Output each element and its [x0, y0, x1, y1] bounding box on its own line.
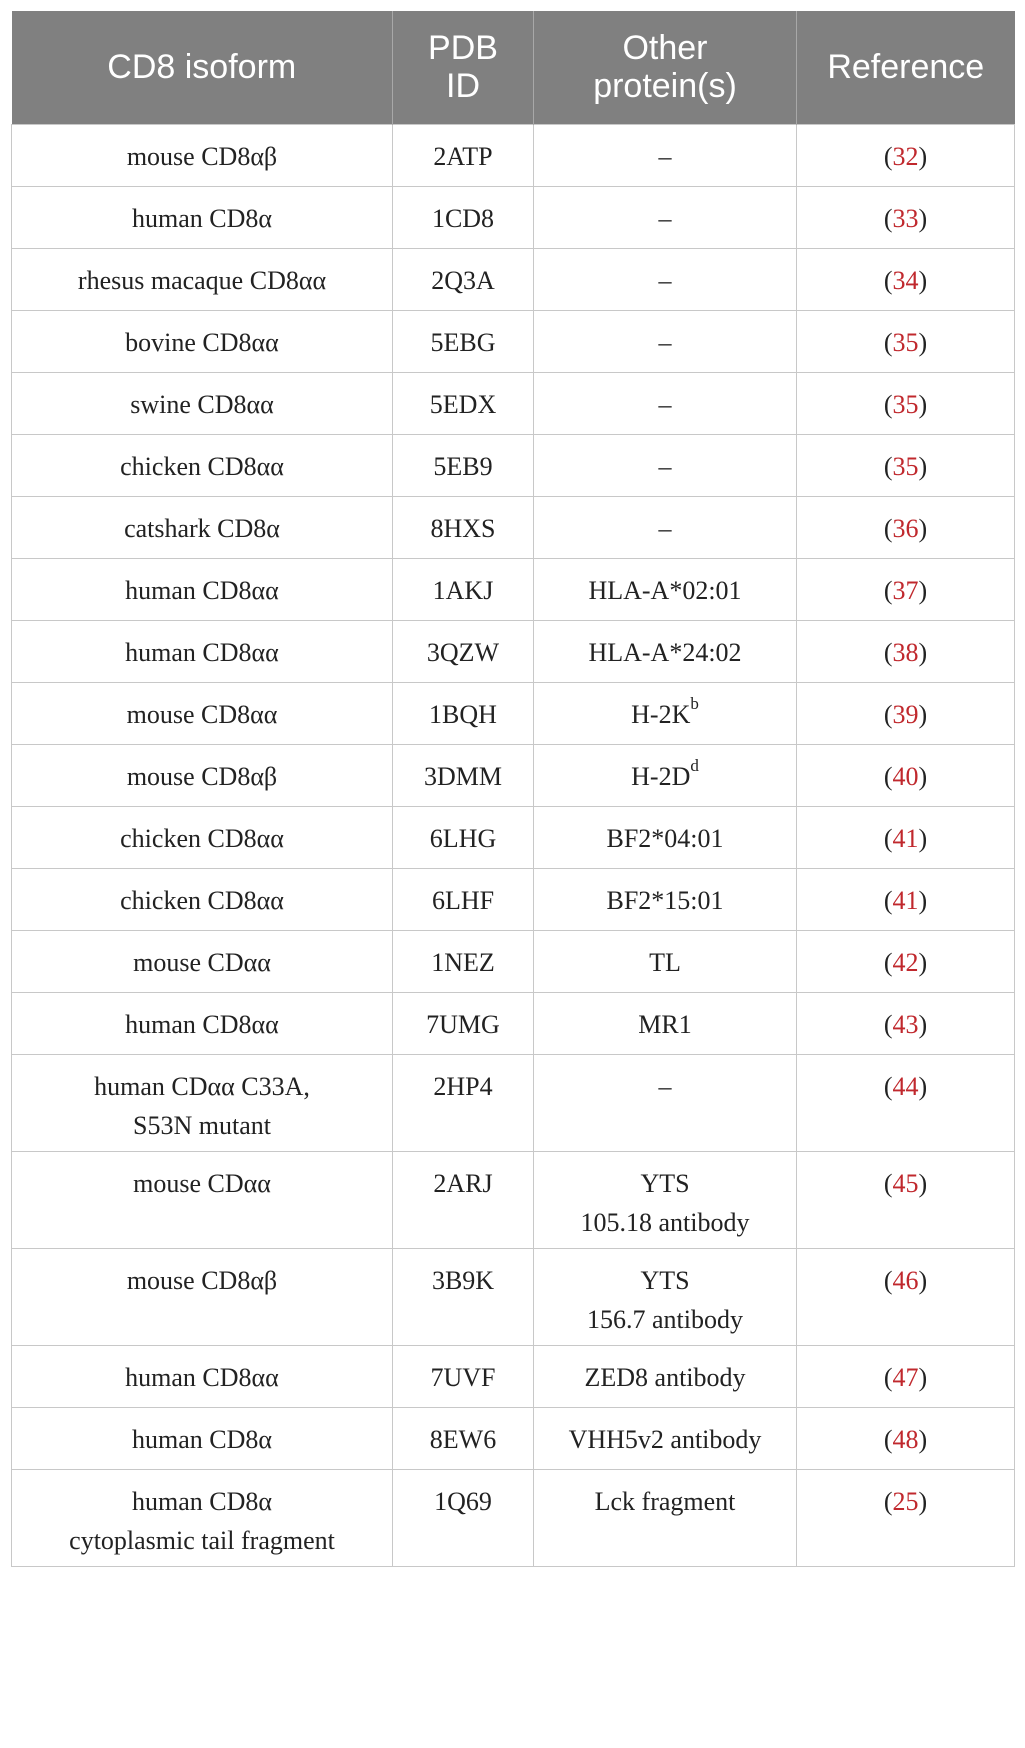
reference-link[interactable]: 33 [892, 203, 919, 233]
other-protein-text: YTS [640, 1265, 690, 1295]
cell-other-proteins [534, 1248, 797, 1345]
cell-other-proteins [534, 248, 797, 310]
pdb-id-text: 5EB9 [433, 451, 493, 481]
table-row [12, 248, 1015, 310]
other-protein-text: HLA-A*02:01 [588, 575, 742, 605]
cell-cd8-isoform [12, 372, 393, 434]
pdb-id-text: 6LHG [429, 823, 497, 853]
cell-pdb-id [393, 558, 534, 620]
table-row [12, 496, 1015, 558]
isoform-text: human CD8α [131, 1424, 272, 1454]
reference-link[interactable]: 35 [892, 389, 919, 419]
pdb-id-text: 1Q69 [434, 1486, 492, 1516]
cell-pdb-id [393, 1469, 534, 1566]
reference-link[interactable]: 41 [892, 823, 919, 853]
other-protein-line [542, 509, 788, 548]
other-protein-text: – [658, 389, 672, 419]
table-row [12, 1151, 1015, 1248]
other-protein-line [542, 199, 788, 238]
table-row [12, 310, 1015, 372]
cell-other-proteins [534, 186, 797, 248]
other-protein-line [542, 943, 788, 982]
reference-link[interactable]: 43 [892, 1009, 919, 1039]
cell-other-proteins [534, 992, 797, 1054]
pdb-id-text: 1BQH [429, 699, 497, 729]
table-row [12, 620, 1015, 682]
cell-other-proteins [534, 310, 797, 372]
reference-link[interactable]: 48 [892, 1424, 919, 1454]
cell-cd8-isoform [12, 496, 393, 558]
other-protein-line [542, 137, 788, 176]
header-label: ID [446, 67, 480, 106]
other-protein-line [542, 1261, 788, 1300]
reference-link[interactable]: 37 [892, 575, 919, 605]
other-protein-line [542, 261, 788, 300]
pdb-id-text: 5EDX [429, 389, 497, 419]
cell-pdb-id [393, 496, 534, 558]
cell-cd8-isoform [12, 992, 393, 1054]
table-row [12, 868, 1015, 930]
table-row [12, 806, 1015, 868]
cell-other-proteins [534, 806, 797, 868]
cell-reference: (38) [797, 620, 1015, 682]
pdb-id-text: 3DMM [423, 761, 502, 791]
isoform-text: chicken CD8αα [120, 451, 284, 481]
other-protein-line [542, 881, 788, 920]
table-row [12, 124, 1015, 186]
cell-pdb-id [393, 868, 534, 930]
pdb-id-text: 7UVF [430, 1362, 496, 1392]
other-protein-line [542, 1067, 788, 1106]
reference-link[interactable]: 46 [892, 1265, 919, 1295]
other-protein-text: BF2*04:01 [606, 823, 724, 853]
cell-reference: (48) [797, 1407, 1015, 1469]
other-protein-line [542, 695, 788, 734]
cell-reference: (25) [797, 1469, 1015, 1566]
reference-link[interactable]: 34 [892, 265, 919, 295]
other-protein-line [542, 385, 788, 424]
table-header [12, 11, 1015, 124]
cell-cd8-isoform [12, 620, 393, 682]
reference-link[interactable]: 36 [892, 513, 919, 543]
other-protein-text: – [658, 265, 672, 295]
cell-other-proteins [534, 868, 797, 930]
cell-pdb-id [393, 372, 534, 434]
reference-link[interactable]: 42 [892, 947, 919, 977]
cell-reference: (46) [797, 1248, 1015, 1345]
header-cd8-isoform [12, 11, 393, 124]
cell-pdb-id [393, 620, 534, 682]
cell-cd8-isoform [12, 558, 393, 620]
other-protein-text: BF2*15:01 [606, 885, 724, 915]
cell-pdb-id [393, 992, 534, 1054]
isoform-text: human CD8αα [125, 1009, 279, 1039]
cell-cd8-isoform [12, 434, 393, 496]
table-row [12, 1407, 1015, 1469]
cell-reference: (47) [797, 1345, 1015, 1407]
cell-pdb-id [393, 186, 534, 248]
header-other-proteins [534, 11, 797, 124]
other-protein-line [542, 1420, 788, 1459]
cell-reference: (41) [797, 868, 1015, 930]
cell-other-proteins [534, 1407, 797, 1469]
header-row [12, 11, 1015, 124]
cell-reference: (35) [797, 372, 1015, 434]
cell-cd8-isoform [12, 1469, 393, 1566]
isoform-text: swine CD8αα [130, 389, 274, 419]
cell-reference: (34) [797, 248, 1015, 310]
other-protein-text: 156.7 antibody [587, 1304, 743, 1334]
reference-link[interactable]: 38 [892, 637, 919, 667]
pdb-id-text: 1CD8 [431, 203, 495, 233]
cell-other-proteins [534, 1054, 797, 1151]
cell-pdb-id [393, 806, 534, 868]
isoform-text: human CD8αα [125, 1362, 279, 1392]
cell-pdb-id [393, 1345, 534, 1407]
pdb-id-text: 8HXS [430, 513, 496, 543]
isoform-text: mouse CD8αβ [126, 1265, 278, 1295]
cell-pdb-id [393, 310, 534, 372]
other-protein-line [542, 1164, 788, 1203]
cell-cd8-isoform [12, 1407, 393, 1469]
cell-reference: (40) [797, 744, 1015, 806]
other-protein-text: H-2K [631, 699, 691, 729]
other-protein-text: H-2D [631, 761, 691, 791]
other-protein-text: 105.18 antibody [580, 1207, 750, 1237]
other-protein-line [542, 757, 788, 796]
table-row [12, 1248, 1015, 1345]
pdb-id-text: 2HP4 [433, 1071, 493, 1101]
cell-cd8-isoform [12, 124, 393, 186]
other-protein-line [542, 1203, 788, 1242]
pdb-id-text: 2Q3A [431, 265, 495, 295]
cell-cd8-isoform [12, 806, 393, 868]
isoform-text: human CD8αα [125, 637, 279, 667]
cell-other-proteins [534, 372, 797, 434]
isoform-text: chicken CD8αα [120, 823, 284, 853]
cell-pdb-id [393, 1054, 534, 1151]
reference-link[interactable]: 45 [892, 1168, 919, 1198]
cd8-structures-table [11, 11, 1014, 1567]
table-row [12, 186, 1015, 248]
cell-pdb-id [393, 744, 534, 806]
other-protein-line [542, 633, 788, 672]
cell-other-proteins [534, 496, 797, 558]
cell-pdb-id [393, 1407, 534, 1469]
cell-pdb-id [393, 434, 534, 496]
reference-link[interactable]: 44 [892, 1071, 919, 1101]
cell-other-proteins [534, 682, 797, 744]
cell-reference: (35) [797, 310, 1015, 372]
isoform-text: cytoplasmic tail fragment [69, 1525, 335, 1555]
data-table [11, 11, 1015, 1567]
cell-reference: (42) [797, 930, 1015, 992]
header-label: Other [622, 29, 708, 68]
cell-pdb-id [393, 1248, 534, 1345]
reference-link[interactable]: 47 [892, 1362, 919, 1392]
other-protein-text: – [658, 513, 672, 543]
pdb-id-text: 1NEZ [431, 947, 495, 977]
cell-pdb-id [393, 682, 534, 744]
table-row [12, 992, 1015, 1054]
other-protein-text: TL [649, 947, 681, 977]
pdb-id-text: 3B9K [431, 1265, 495, 1295]
isoform-text: chicken CD8αα [120, 885, 284, 915]
cell-cd8-isoform [12, 930, 393, 992]
cell-reference: (33) [797, 186, 1015, 248]
pdb-id-text: 5EBG [430, 327, 496, 357]
pdb-id-text: 6LHF [431, 885, 495, 915]
other-protein-text: Lck fragment [594, 1486, 736, 1516]
cell-cd8-isoform [12, 1345, 393, 1407]
cell-other-proteins [534, 124, 797, 186]
cell-other-proteins [534, 1469, 797, 1566]
cell-pdb-id [393, 930, 534, 992]
cell-cd8-isoform [12, 682, 393, 744]
isoform-text: rhesus macaque CD8αα [77, 265, 327, 295]
other-protein-text: – [658, 203, 672, 233]
cell-reference: (45) [797, 1151, 1015, 1248]
isoform-text: human CD8αα [125, 575, 279, 605]
table-row [12, 558, 1015, 620]
cell-cd8-isoform [12, 744, 393, 806]
pdb-id-text: 2ARJ [433, 1168, 493, 1198]
other-protein-text: – [658, 451, 672, 481]
cell-reference: (32) [797, 124, 1015, 186]
other-protein-line [542, 1358, 788, 1397]
cell-cd8-isoform [12, 868, 393, 930]
isoform-text: mouse CD8αβ [126, 761, 278, 791]
cell-cd8-isoform [12, 1151, 393, 1248]
cell-pdb-id [393, 248, 534, 310]
pdb-id-text: 8EW6 [429, 1424, 497, 1454]
table-row [12, 744, 1015, 806]
header-label: protein(s) [593, 67, 737, 106]
other-protein-text: HLA-A*24:02 [588, 637, 742, 667]
cell-other-proteins [534, 744, 797, 806]
header-pdb-id [393, 11, 534, 124]
table-row [12, 1345, 1015, 1407]
other-protein-line [542, 1005, 788, 1044]
allele-superscript: d [690, 755, 699, 775]
isoform-text: mouse CD8αβ [126, 141, 278, 171]
reference-link[interactable]: 40 [892, 761, 919, 791]
cell-reference: (39) [797, 682, 1015, 744]
cell-other-proteins [534, 620, 797, 682]
reference-link[interactable]: 39 [892, 699, 919, 729]
pdb-id-text: 2ATP [433, 141, 493, 171]
pdb-id-text: 3QZW [426, 637, 500, 667]
table-row [12, 434, 1015, 496]
other-protein-text: – [658, 327, 672, 357]
cell-other-proteins [534, 1345, 797, 1407]
other-protein-text: VHH5v2 antibody [568, 1424, 762, 1454]
header-label: PDB [428, 29, 498, 68]
cell-reference: (37) [797, 558, 1015, 620]
reference-link[interactable]: 41 [892, 885, 919, 915]
other-protein-line [542, 1482, 788, 1521]
table-row [12, 682, 1015, 744]
isoform-text: human CD8α [131, 1486, 272, 1516]
isoform-text: S53N mutant [133, 1110, 271, 1140]
other-protein-line [542, 447, 788, 486]
other-protein-text: – [658, 1071, 672, 1101]
header-reference [797, 11, 1015, 124]
reference-link[interactable]: 35 [892, 327, 919, 357]
isoform-text: human CD8α [131, 203, 272, 233]
other-protein-text: YTS [640, 1168, 690, 1198]
allele-superscript: b [690, 693, 699, 713]
cell-other-proteins [534, 930, 797, 992]
isoform-text: mouse CDαα [133, 1168, 271, 1198]
cell-cd8-isoform [12, 310, 393, 372]
table-row [12, 372, 1015, 434]
cell-reference: (41) [797, 806, 1015, 868]
reference-link[interactable]: 25 [892, 1486, 919, 1516]
table-row [12, 1054, 1015, 1151]
cell-reference: (35) [797, 434, 1015, 496]
other-protein-text: MR1 [638, 1009, 692, 1039]
other-protein-text: – [658, 141, 672, 171]
cell-reference: (43) [797, 992, 1015, 1054]
other-protein-line [542, 571, 788, 610]
cell-other-proteins [534, 558, 797, 620]
isoform-text: mouse CDαα [133, 947, 271, 977]
cell-reference: (44) [797, 1054, 1015, 1151]
cell-other-proteins [534, 1151, 797, 1248]
reference-link[interactable]: 32 [892, 141, 919, 171]
isoform-text: human CDαα C33A, [94, 1071, 310, 1101]
cell-cd8-isoform [12, 1248, 393, 1345]
cell-cd8-isoform [12, 248, 393, 310]
cell-reference: (36) [797, 496, 1015, 558]
other-protein-line [542, 819, 788, 858]
cell-pdb-id [393, 1151, 534, 1248]
other-protein-line [542, 323, 788, 362]
isoform-text: mouse CD8αα [126, 699, 278, 729]
pdb-id-text: 1AKJ [432, 575, 494, 605]
table-body [12, 124, 1015, 1566]
header-label: Reference [827, 48, 985, 87]
isoform-text: catshark CD8α [124, 513, 280, 543]
pdb-id-text: 7UMG [426, 1009, 500, 1039]
other-protein-text: ZED8 antibody [584, 1362, 746, 1392]
cell-other-proteins [534, 434, 797, 496]
isoform-text: bovine CD8αα [125, 327, 279, 357]
other-protein-line [542, 1300, 788, 1339]
header-label: CD8 isoform [107, 48, 297, 87]
cell-cd8-isoform [12, 1054, 393, 1151]
table-row [12, 930, 1015, 992]
reference-link[interactable]: 35 [892, 451, 919, 481]
cell-cd8-isoform [12, 186, 393, 248]
cell-pdb-id [393, 124, 534, 186]
table-row [12, 1469, 1015, 1566]
